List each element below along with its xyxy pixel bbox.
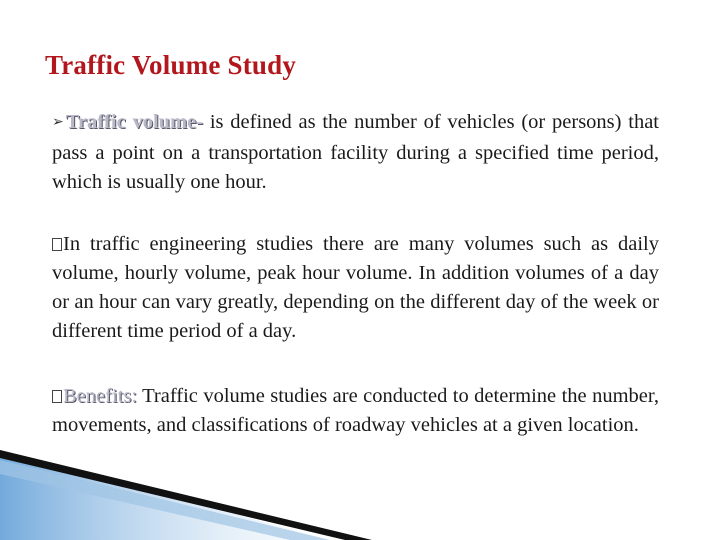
- paragraph-text: is defined as the number of vehicles (or persons) that pass a point on a transportation facility during a specified time period, which is usually one hour.: [52, 111, 659, 193]
- arrow-bullet-icon: ➢: [52, 115, 64, 130]
- corner-decoration: [0, 450, 720, 540]
- key-term-benefits: Benefits:: [63, 385, 138, 407]
- paragraph-traffic-volume: [52, 108, 659, 197]
- box-bullet-icon: [52, 238, 62, 251]
- slide-title: Traffic Volume Study: [45, 50, 297, 80]
- box-bullet-icon: [52, 390, 62, 403]
- paragraph-text: Traffic volume studies are conducted to determine the number, movements, and classifications of roadway vehicles at a given location.: [52, 385, 659, 436]
- paragraph-text: In traffic engineering studies there are many volumes such as daily volume, hourly volume, peak hour volume. In addition volumes of a day or an hour can vary greatly, depending on the different day of the week or different time period of a day.: [52, 233, 659, 342]
- paragraph-volumes: [52, 230, 659, 346]
- paragraph-benefits: [52, 382, 659, 440]
- key-term-traffic-volume: Traffic volume-: [65, 111, 204, 133]
